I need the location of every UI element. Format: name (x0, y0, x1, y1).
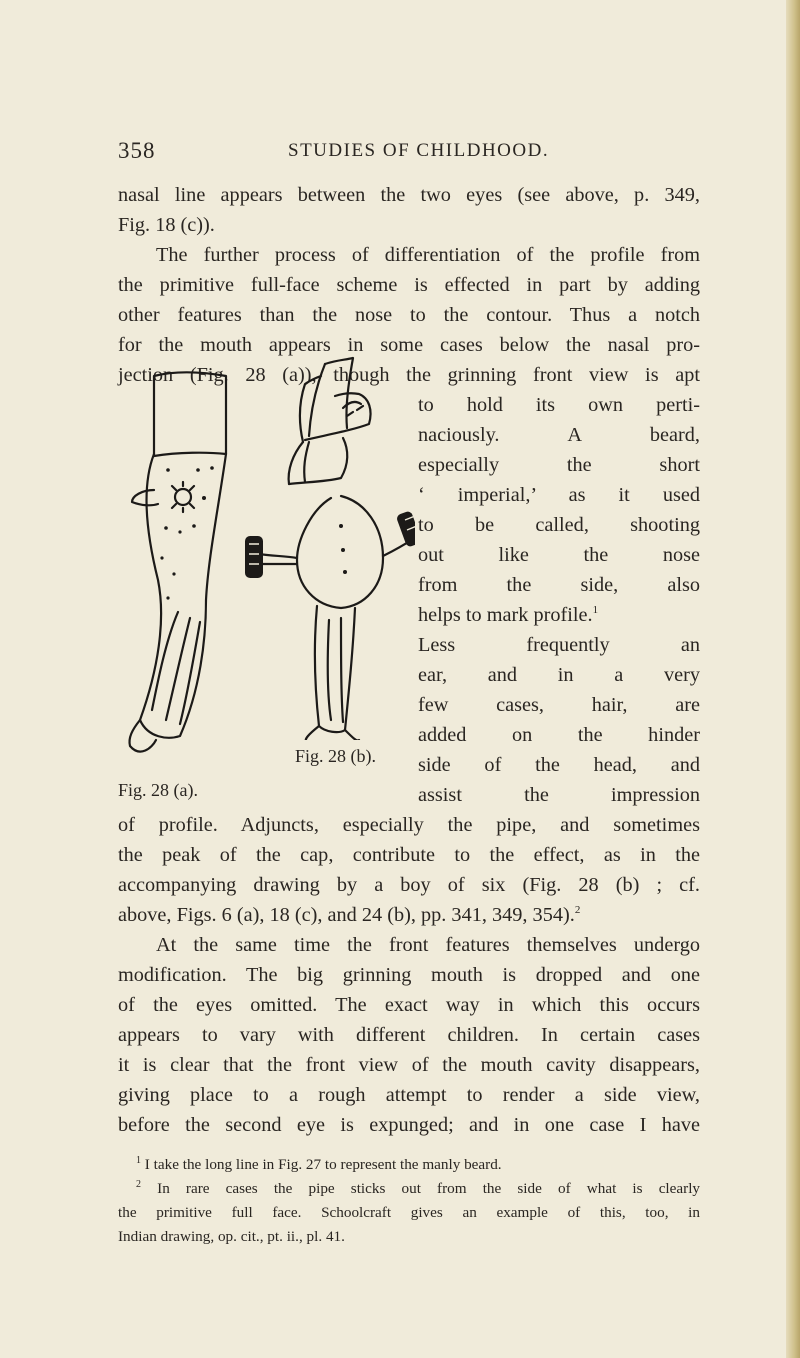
footnote-text: In rare cases the pipe sticks out from the side of what is clearly (157, 1180, 701, 1197)
body-line-text: above, Figs. 6 (a), 18 (c), and 24 (b), pp. 341, 349, 354). (118, 904, 575, 926)
body-line: Fig. 18 (c)). (118, 214, 215, 236)
body-line: At the same time the front features themselves undergo (156, 934, 700, 956)
body-line: accompanying drawing by a boy of six (Fig. 28 (b) ; cf. (118, 874, 700, 896)
figure-28b-drawing (245, 350, 415, 740)
body-line: Less frequently an (418, 634, 700, 656)
footnote-ref: 1 (592, 604, 599, 616)
body-line: before the second eye is expunged; and in one case I have (118, 1114, 700, 1136)
footnote-mark: 1 (136, 1155, 141, 1166)
footnote-2 (136, 1178, 700, 1200)
footnote-mark: 2 (136, 1179, 141, 1190)
running-title: STUDIES OF CHILDHOOD. (288, 140, 550, 161)
body-line (418, 600, 700, 630)
figure-28a-drawing (118, 340, 238, 770)
body-line: of the eyes omitted. The exact way in which this occurs (118, 994, 700, 1016)
body-line: modification. The big grinning mouth is dropped and one (118, 964, 700, 986)
body-line: jection (Fig. 28 (a)), though the grinning front view is apt (118, 364, 700, 386)
body-line: of profile. Adjuncts, especially the pipe, and sometimes (118, 814, 700, 836)
body-line: side of the head, and (418, 754, 700, 776)
body-line: other features than the nose to the contour. Thus a notch (118, 304, 700, 326)
figure-28b-caption: Fig. 28 (b). (295, 746, 376, 766)
body-line (118, 900, 700, 930)
body-line: from the side, also (418, 574, 700, 596)
body-line: to hold its own perti- (418, 394, 700, 416)
page-header (118, 138, 698, 168)
body-line: ear, and in a very (418, 664, 700, 686)
page-edge (786, 0, 800, 1358)
footnote-text: I take the long line in Fig. 27 to represent the manly beard. (144, 1156, 502, 1173)
body-line: it is clear that the front view of the mouth cavity disappears, (118, 1054, 700, 1076)
figure-28a-caption: Fig. 28 (a). (118, 780, 198, 800)
body-line: out like the nose (418, 544, 700, 566)
body-line: few cases, hair, are (418, 694, 700, 716)
body-line: The further process of differentiation of the profile from (156, 244, 700, 266)
footnote-ref: 2 (574, 904, 581, 916)
body-line: the primitive full-face scheme is effected in part by adding (118, 274, 700, 296)
body-line: naciously. A beard, (418, 424, 700, 446)
body-line: for the mouth appears in some cases below the nasal pro- (118, 334, 700, 356)
body-line: assist the impression (418, 784, 700, 806)
footnote-line: Indian drawing, op. cit., pt. ii., pl. 41. (118, 1228, 345, 1245)
body-line-text: helps to mark profile. (418, 604, 593, 626)
body-line: ‘ imperial,’ as it used (418, 484, 700, 506)
footnote-1 (136, 1154, 700, 1176)
body-line: to be called, shooting (418, 514, 700, 536)
body-line: appears to vary with different children. In certain cases (118, 1024, 700, 1046)
page-number: 358 (118, 138, 156, 163)
body-line: especially the short (418, 454, 700, 476)
body-line: giving place to a rough attempt to render a side view, (118, 1084, 700, 1106)
body-line: nasal line appears between the two eyes (see above, p. 349, (118, 184, 700, 206)
body-line: the peak of the cap, contribute to the effect, as in the (118, 844, 700, 866)
footnote-line: the primitive full face. Schoolcraft gives an example of this, too, in (118, 1204, 700, 1221)
body-line: added on the hinder (418, 724, 700, 746)
